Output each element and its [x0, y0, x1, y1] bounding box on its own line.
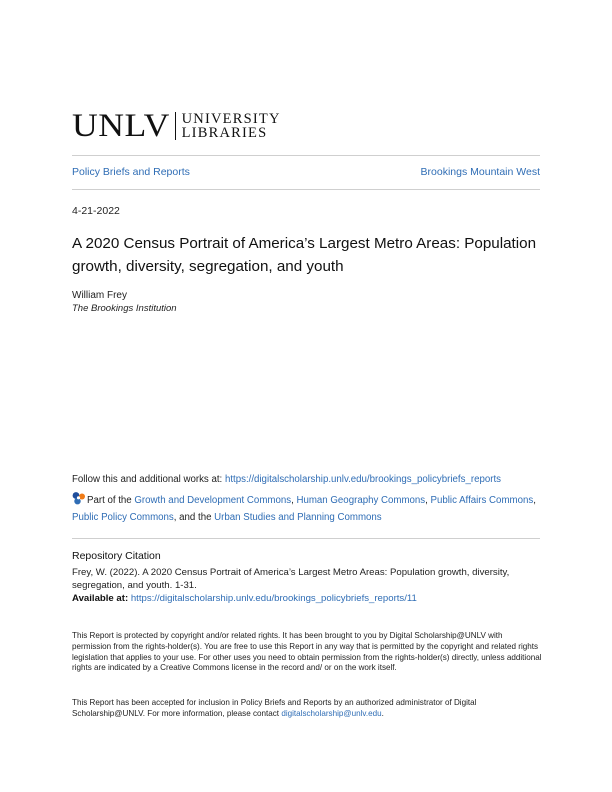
top-divider [72, 155, 540, 156]
author-name: William Frey [72, 290, 127, 301]
nav-divider [72, 189, 540, 190]
commons-separator: , [425, 495, 431, 506]
part-of-label: Part of the [87, 495, 135, 506]
repository-citation-text: Frey, W. (2022). A 2020 Census Portrait of America’s Largest Metro Areas: Population growth, diversity, segregation, and youth. 1-31. [72, 567, 510, 591]
available-url-link[interactable]: https://digitalscholarship.unlv.edu/brookings_policybriefs_reports/11 [130, 593, 417, 604]
available-label: Available at: [72, 593, 131, 604]
commons-and: , and the [173, 512, 215, 523]
page-title: A 2020 Census Portrait of America’s Largest Metro Areas: Population growth, diversity, segregation, and youth [72, 235, 537, 275]
logo-divider [175, 112, 176, 140]
network-commons-icon [72, 491, 86, 505]
logo-line-libraries: LIBRARIES [181, 125, 268, 141]
logo-university-libraries [182, 112, 281, 140]
follow-works [72, 474, 501, 485]
policy-briefs-link[interactable]: Policy Briefs and Reports [72, 166, 190, 178]
commons-separator: , [291, 495, 297, 506]
copyright-notice: This Report is protected by copyright and/or related rights. It has been brought to you by Digital Scholarship@UNLV with permission from the rights-holder(s). You are free to use this Report in any way that is permitted by the copyright and related rights legislation that applies to your use. For other uses you need to obtain permission from the rights-holder(s) directly, unless additional rights are indicated by a Creative Commons license in the record and/ or on the work itself. [72, 631, 542, 673]
acceptance-end: . [381, 708, 384, 718]
urban-studies-planning-commons-link[interactable]: Urban Studies and Planning Commons [214, 512, 382, 523]
human-geography-commons-link[interactable]: Human Geography Commons [296, 495, 426, 506]
author-block [72, 289, 177, 315]
brookings-mountain-west-link[interactable]: Brookings Mountain West [420, 166, 540, 178]
citation-divider [72, 538, 540, 539]
public-policy-commons-link[interactable]: Public Policy Commons [72, 512, 174, 523]
unlv-libraries-logo [72, 110, 281, 142]
commons-separator: , [533, 495, 536, 506]
follow-url-link[interactable]: https://digitalscholarship.unlv.edu/brookings_policybriefs_reports [224, 474, 502, 485]
part-of-commons [72, 491, 542, 526]
acceptance-text: This Report has been accepted for inclusion in Policy Briefs and Reports by an authorized administrator of Digital Scholarship@UNLV. For more information, please contact [72, 698, 477, 718]
available-at [72, 593, 417, 604]
logo-unlv-wordmark: UNLV [72, 108, 170, 144]
growth-development-commons-link[interactable]: Growth and Development Commons [134, 495, 292, 506]
acceptance-notice [72, 698, 542, 720]
follow-label: Follow this and additional works at: [72, 474, 225, 485]
contact-email-link[interactable]: digitalscholarship@unlv.edu [281, 708, 382, 718]
author-affiliation: The Brookings Institution [72, 303, 177, 314]
logo-line-university: UNIVERSITY [181, 111, 281, 127]
collection-nav [72, 166, 540, 178]
public-affairs-commons-link[interactable]: Public Affairs Commons [430, 495, 534, 506]
repository-citation-heading: Repository Citation [72, 550, 161, 562]
publication-date: 4-21-2022 [72, 205, 120, 217]
